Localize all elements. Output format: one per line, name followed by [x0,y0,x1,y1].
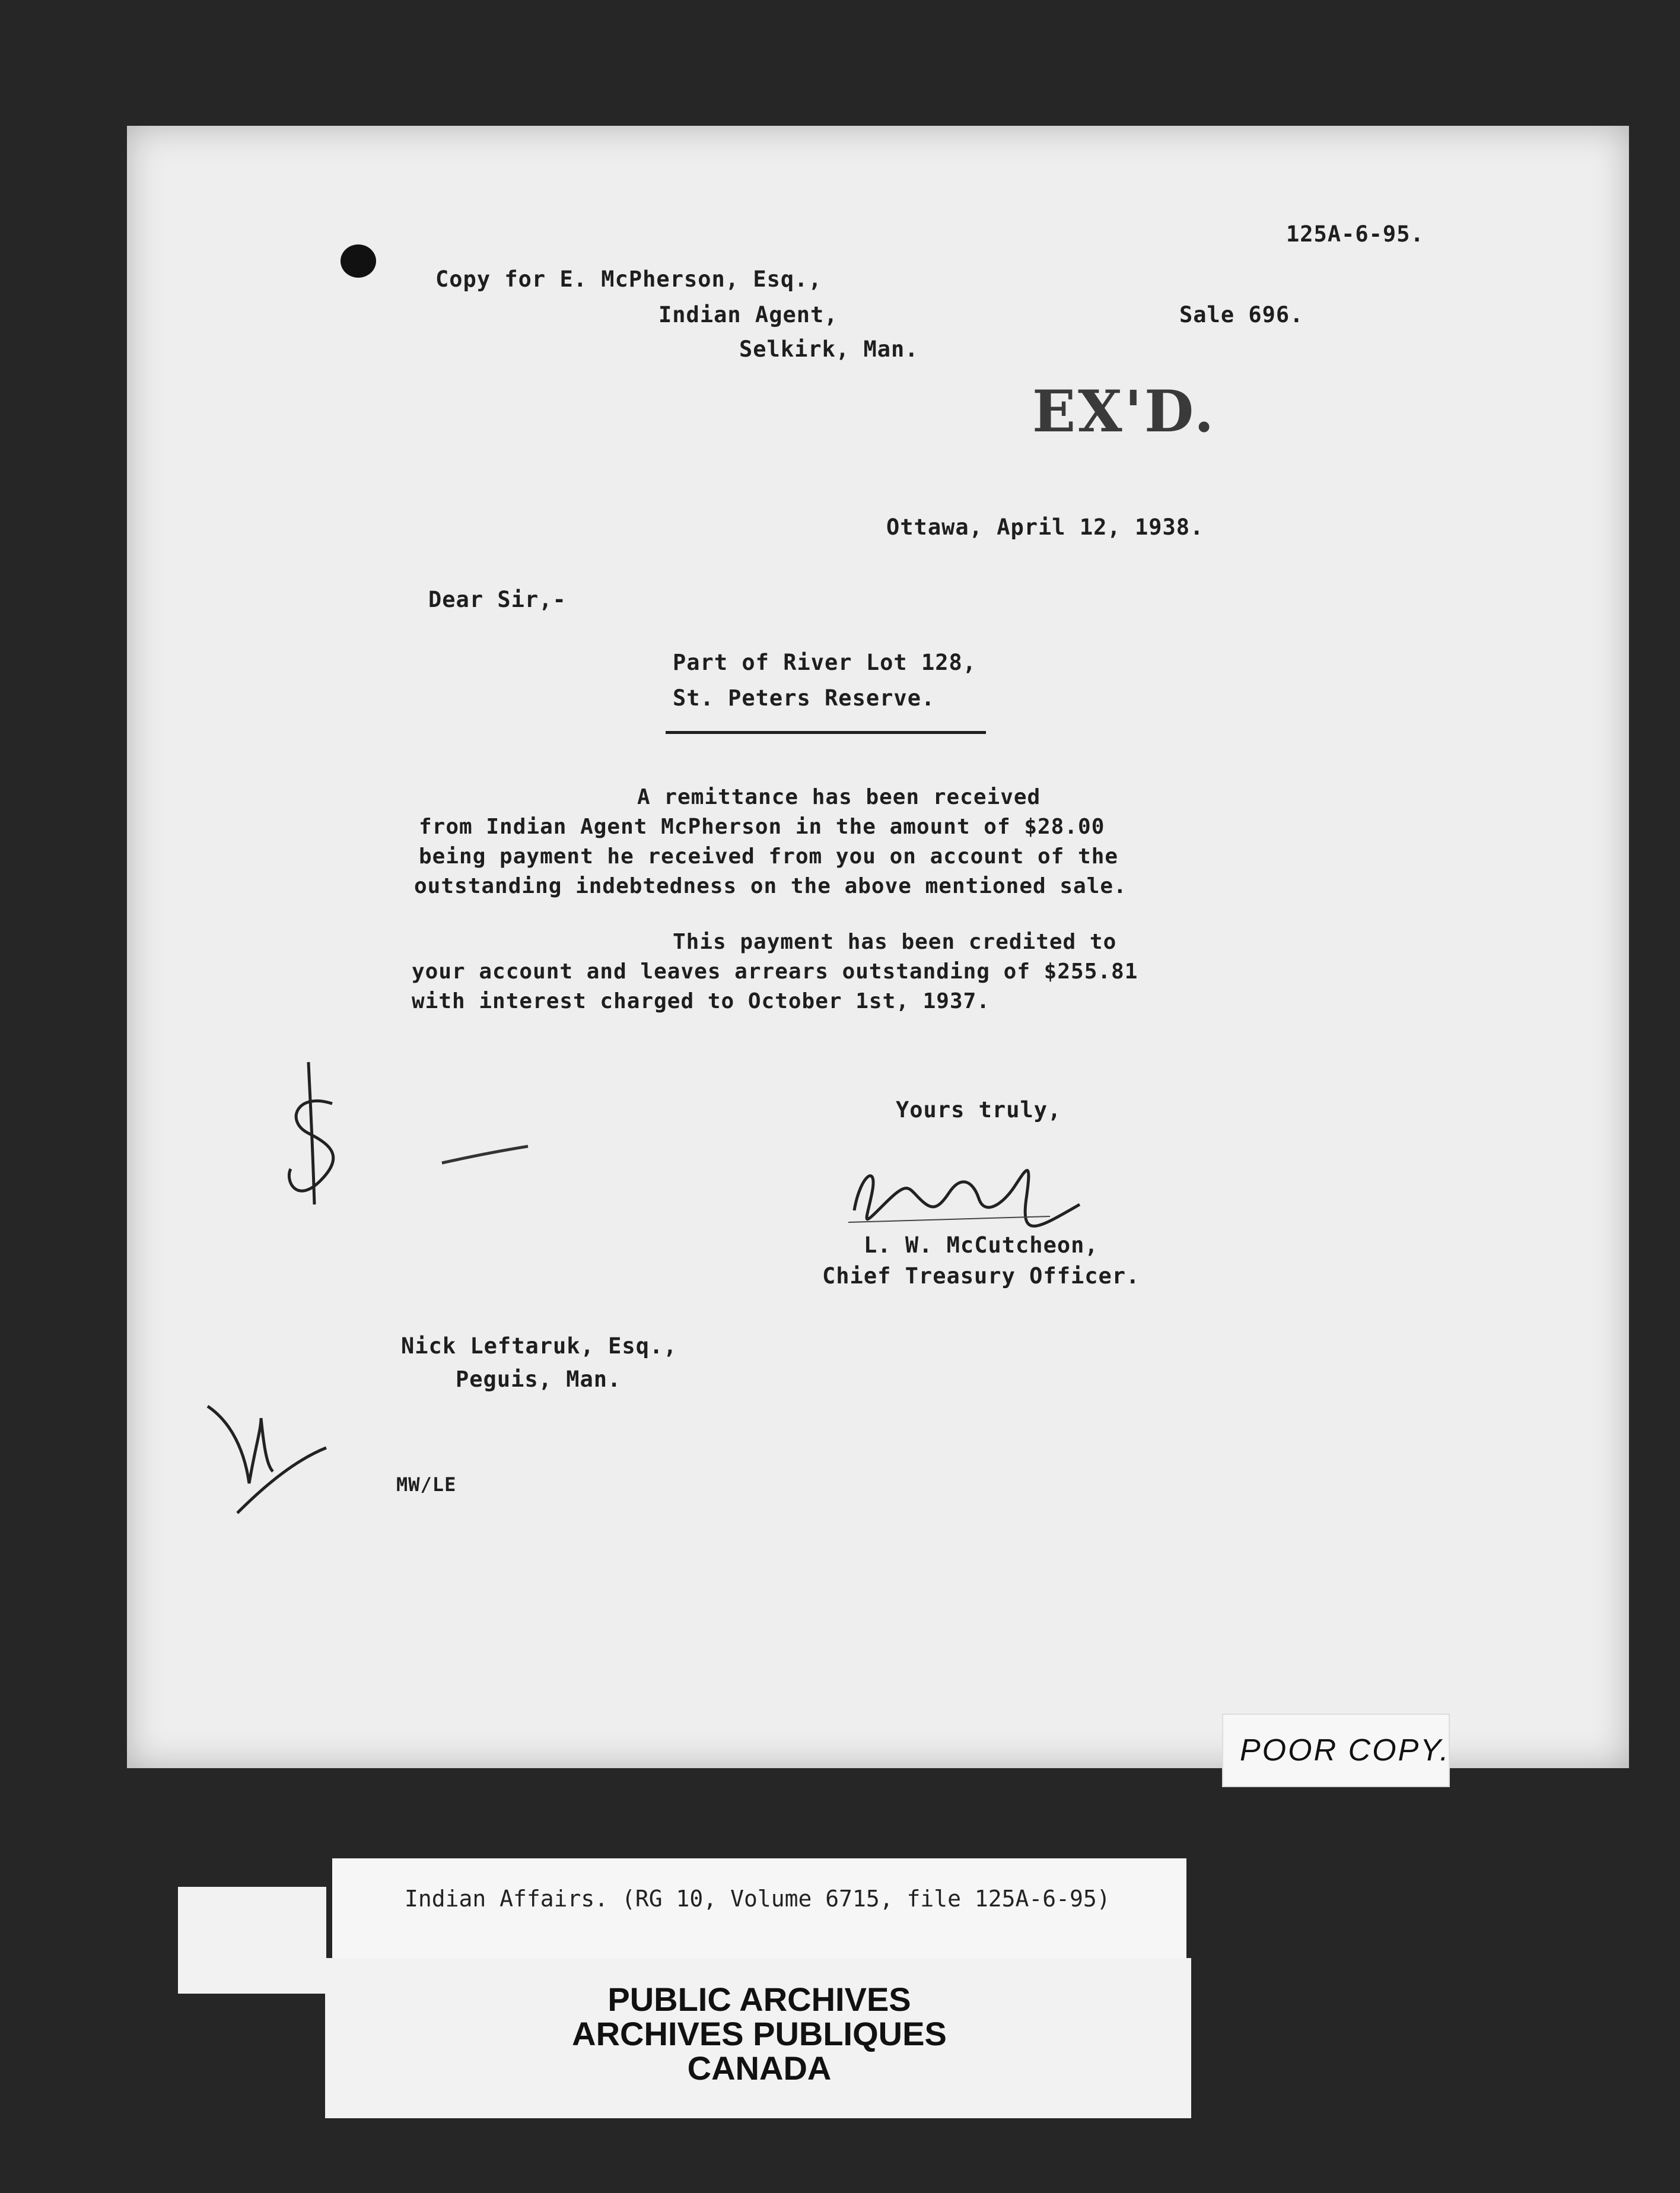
signer-title: Chief Treasury Officer. [822,1263,1140,1289]
sale-number: Sale 696. [1179,302,1304,328]
paragraph-1-line3: being payment he received from you on account of the [419,844,1119,869]
paragraph-2-line3: with interest charged to October 1st, 1937. [412,989,990,1013]
copy-for-line2: Indian Agent, [658,302,838,328]
paragraph-2-line2: your account and leaves arrears outstanding of $255.81 [412,959,1138,984]
margin-dash-mark [439,1139,534,1175]
paragraph-1-line2: from Indian Agent McPherson in the amount of $28.00 [419,815,1105,839]
subject-underline [666,731,986,734]
file-number: 125A-6-95. [1286,221,1424,247]
paragraph-1-line1: A remittance has been received [637,785,1041,809]
handwritten-signature [836,1139,1086,1246]
archive-name-english: PUBLIC ARCHIVES [607,1981,911,2018]
subject-line1: Part of River Lot 128, [673,650,977,675]
ink-blot [341,244,376,278]
paragraph-2-line1: This payment has been credited to [673,930,1117,954]
archive-country: CANADA [687,2049,832,2087]
label-strip-left [178,1887,326,1994]
paragraph-1-line4: outstanding indebtedness on the above mentioned sale. [414,874,1127,898]
place-date: Ottawa, April 12, 1938. [886,514,1204,540]
signer-name: L. W. McCutcheon, [864,1232,1099,1258]
recipient-line1: Nick Leftaruk, Esq., [401,1333,677,1359]
archive-reference: Indian Affairs. (RG 10, Volume 6715, file 125A-6-95) [405,1886,1111,1912]
poor-copy-text: POOR COPY. [1240,1733,1450,1768]
subject-line2: St. Peters Reserve. [673,685,936,711]
examined-stamp: EX'D. [1032,378,1217,445]
closing: Yours truly, [896,1097,1062,1123]
copy-for-line3: Selkirk, Man. [739,336,919,362]
typist-initials: MW/LE [396,1473,457,1496]
salutation: Dear Sir,- [428,587,567,612]
recipient-line2: Peguis, Man. [456,1366,622,1392]
margin-initial-mark [202,1382,332,1525]
margin-dollar-mark [273,1056,368,1210]
copy-for-line1: Copy for E. McPherson, Esq., [435,266,822,292]
archive-name-french: ARCHIVES PUBLIQUES [572,2015,947,2052]
